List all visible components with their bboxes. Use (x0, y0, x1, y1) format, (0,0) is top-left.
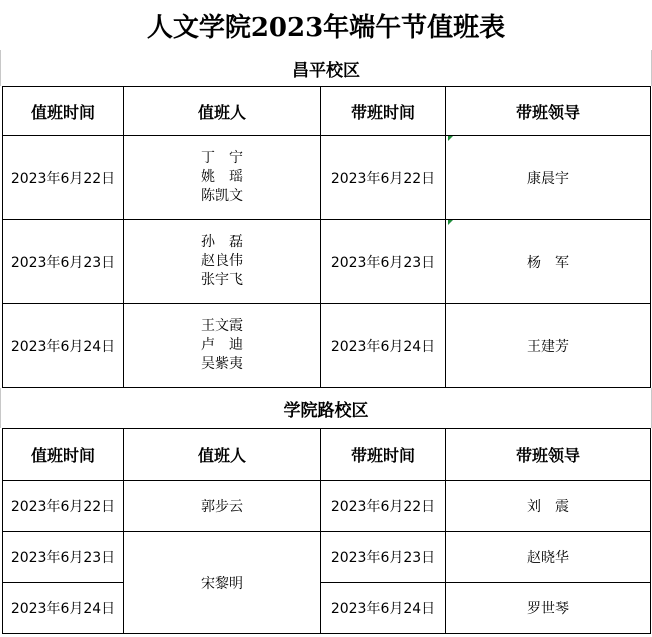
table-row (3, 220, 651, 304)
lead-date-cell[interactable]: 2023年6月23日 (321, 220, 446, 304)
leader-cell[interactable]: 赵晓华 (446, 532, 651, 583)
staff-name: 孙 磊 (201, 234, 243, 250)
comment-marker-icon (448, 220, 453, 225)
header-duty-time: 值班时间 (3, 429, 124, 481)
lead-date-cell[interactable]: 2023年6月22日 (321, 481, 446, 532)
leader-cell[interactable]: 杨 军 (446, 220, 651, 304)
comment-marker-icon (448, 136, 453, 141)
header-duty-staff: 值班人 (124, 429, 321, 481)
duty-date-cell[interactable]: 2023年6月22日 (3, 481, 124, 532)
duty-date-cell[interactable]: 2023年6月22日 (3, 136, 124, 220)
staff-name: 赵良伟 (201, 253, 243, 269)
duty-staff-cell[interactable] (124, 136, 321, 220)
leader-cell[interactable]: 康晨宇 (446, 136, 651, 220)
duty-date-cell[interactable]: 2023年6月23日 (3, 220, 124, 304)
duty-date-cell[interactable]: 2023年6月24日 (3, 304, 124, 388)
table-row (3, 583, 651, 634)
staff-name: 吴紫夷 (201, 356, 243, 372)
duty-staff-cell-merged[interactable]: 宋黎明 (124, 532, 321, 634)
duty-staff-cell[interactable]: 郭步云 (124, 481, 321, 532)
lead-date-cell[interactable]: 2023年6月22日 (321, 136, 446, 220)
table-header-row (3, 87, 651, 136)
schedule-table-xueyuanlu (2, 428, 651, 634)
duty-date-cell[interactable]: 2023年6月23日 (3, 532, 124, 583)
header-duty-staff: 值班人 (124, 87, 321, 136)
campus-heading-changping: 昌平校区 (0, 50, 652, 86)
staff-name: 王文霞 (201, 318, 243, 334)
lead-date-cell[interactable]: 2023年6月24日 (321, 304, 446, 388)
header-lead-leader: 带班领导 (446, 87, 651, 136)
header-lead-time: 带班时间 (321, 429, 446, 481)
leader-cell[interactable]: 刘 震 (446, 481, 651, 532)
table-row (3, 136, 651, 220)
table-row (3, 532, 651, 583)
duty-staff-cell[interactable] (124, 220, 321, 304)
leader-cell[interactable]: 罗世琴 (446, 583, 651, 634)
staff-name: 张宇飞 (201, 272, 243, 288)
staff-name: 卢 迪 (201, 337, 243, 353)
staff-name: 丁 宁 (201, 150, 243, 166)
lead-date-cell[interactable]: 2023年6月24日 (321, 583, 446, 634)
lead-date-cell[interactable]: 2023年6月23日 (321, 532, 446, 583)
duty-date-cell[interactable]: 2023年6月24日 (3, 583, 124, 634)
table-row (3, 304, 651, 388)
duty-staff-cell[interactable] (124, 304, 321, 388)
header-lead-leader: 带班领导 (446, 429, 651, 481)
leader-cell[interactable]: 王建芳 (446, 304, 651, 388)
table-row (3, 481, 651, 532)
page-title: 人文学院2023年端午节值班表 (146, 12, 506, 43)
staff-name: 姚 瑶 (201, 169, 243, 185)
header-lead-time: 带班时间 (321, 87, 446, 136)
campus-heading-xueyuanlu: 学院路校区 (0, 388, 652, 428)
header-duty-time: 值班时间 (3, 87, 124, 136)
staff-name: 陈凯文 (201, 188, 243, 204)
table-header-row (3, 429, 651, 481)
schedule-table-changping (2, 86, 651, 388)
